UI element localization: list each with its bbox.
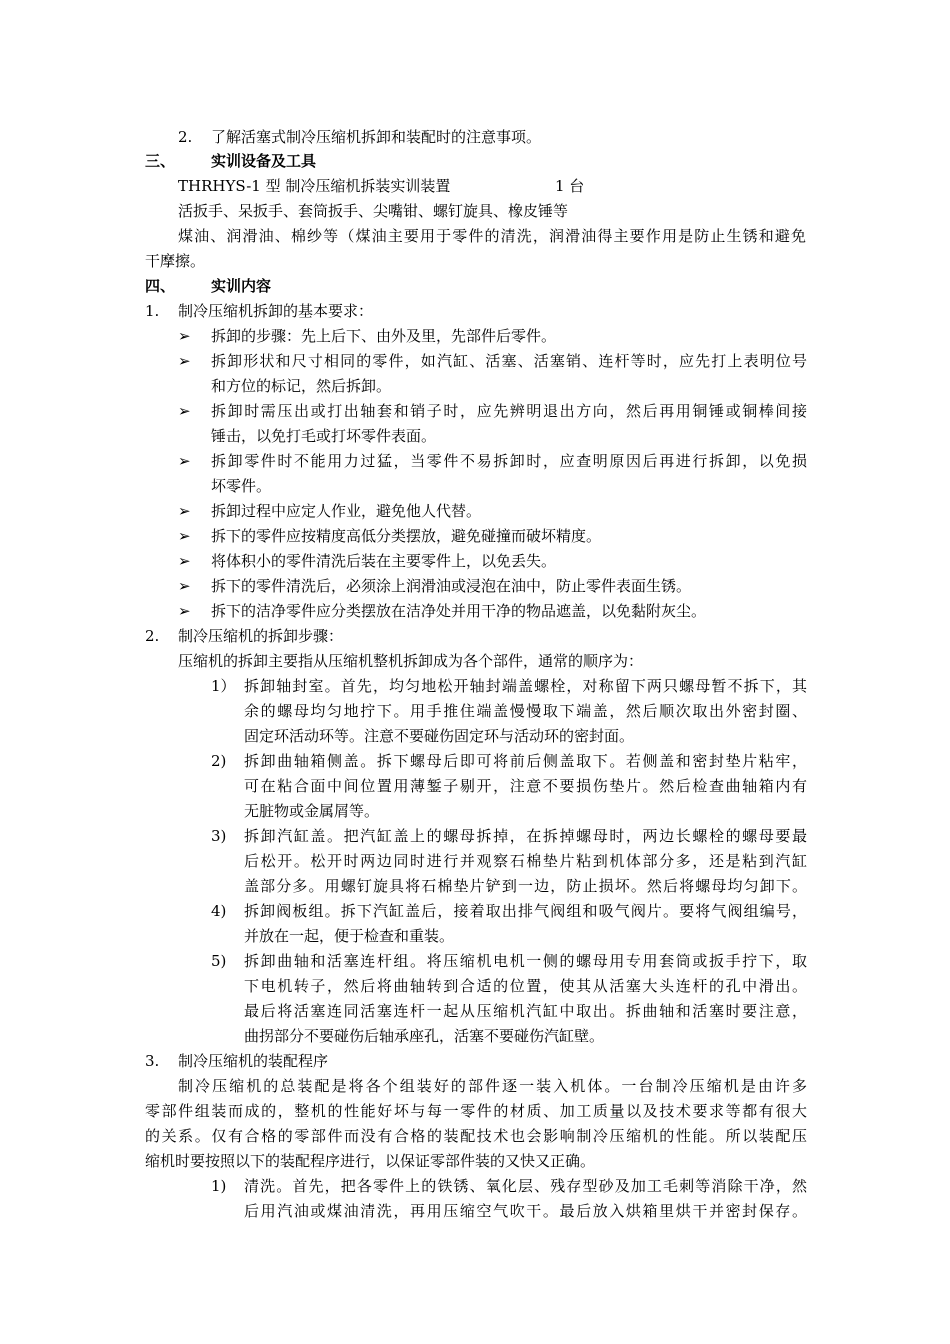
equipment-name: THRHYS-1 型 制冷压缩机拆装实训装置: [178, 177, 451, 195]
tools-list: 活扳手、呆扳手、套筒扳手、尖嘴钳、螺钉旋具、橡皮锤等: [178, 202, 569, 220]
intro-item-text: 了解活塞式制冷压缩机拆卸和装配时的注意事项。: [211, 128, 542, 146]
step-text: 曲拐部分不要碰伤后轴承座孔，活塞不要碰伤汽缸壁。: [244, 1027, 605, 1045]
step-text: 无脏物或金属屑等。: [244, 802, 380, 820]
step-text: 固定环活动环等。注意不要碰伤固定环与活动环的密封面。: [244, 727, 635, 745]
paragraph-line: 零部件组装而成的，整机的性能好坏与每一零件的材质、加工质量以及技术要求等都有很大: [145, 1102, 807, 1120]
step-text: 拆卸曲轴箱侧盖。拆下螺母后即可将前后侧盖取下。若侧盖和密封垫片粘牢，: [244, 752, 807, 770]
bullet-text: 拆卸形状和尺寸相同的零件，如汽缸、活塞、活塞销、连杆等时，应先打上表明位号: [211, 352, 807, 370]
step-text: 可在粘合面中间位置用薄錾子剔开，注意不要损伤垫片。然后检查曲轴箱内有: [244, 777, 807, 795]
step-text: 后松开。松开时两边同时进行并观察石棉垫片粘到机体部分多，还是粘到汽缸: [244, 852, 807, 870]
bullet-text: 锤击，以免打毛或打坏零件表面。: [211, 427, 437, 445]
intro-item-number: 2.: [178, 128, 193, 146]
bullet-text: 拆下的零件应按精度高低分类摆放，避免碰撞而破坏精度。: [211, 527, 602, 545]
equipment-quantity: 1 台: [555, 177, 585, 195]
step-number: 3): [211, 827, 227, 845]
bullet-text: 拆卸过程中应定人作业，避免他人代替。: [211, 502, 482, 520]
materials-line-2: 干摩擦。: [145, 252, 206, 270]
bullet-arrow-icon: ➢: [178, 502, 191, 520]
bullet-text: 拆卸零件时不能用力过猛，当零件不易拆卸时，应查明原因后再进行拆卸，以免损: [211, 452, 807, 470]
step-text: 盖部分多。用螺钉旋具将石棉垫片铲到一边，防止损坏。然后将螺母均匀卸下。: [244, 877, 807, 895]
bullet-arrow-icon: ➢: [178, 527, 191, 545]
bullet-text: 拆下的洁净零件应分类摆放在洁净处并用干净的物品遮盖，以免黏附灰尘。: [211, 602, 707, 620]
step-number: 4): [211, 902, 227, 920]
paragraph-line: 缩机时要按照以下的装配程序进行，以保证零部件装的又快又正确。: [145, 1152, 596, 1170]
bullet-arrow-icon: ➢: [178, 327, 191, 345]
step-text: 后用汽油或煤油清洗，再用压缩空气吹干。最后放入烘箱里烘干并密封保存。: [244, 1202, 807, 1220]
step-number: 2): [211, 752, 227, 770]
paragraph-line: 的关系。仅有合格的零部件而没有合格的装配技术也会影响制冷压缩机的性能。所以装配压: [145, 1127, 807, 1145]
step-text: 清洗。首先，把各零件上的铁锈、氧化层、残存型砂及加工毛刺等消除干净，然: [244, 1177, 807, 1195]
step-text: 并放在一起，便于检查和重装。: [244, 927, 455, 945]
step-text: 拆卸曲轴和活塞连杆组。将压缩机电机一侧的螺母用专用套筒或扳手拧下，取: [244, 952, 807, 970]
paragraph-line: 制冷压缩机的总装配是将各个组装好的部件逐一装入机体。一台制冷压缩机是由许多: [178, 1077, 807, 1095]
bullet-arrow-icon: ➢: [178, 352, 191, 370]
step-number: 1): [211, 1177, 227, 1195]
bullet-text: 将体积小的零件清洗后装在主要零件上，以免丢失。: [211, 552, 557, 570]
step-text: 拆卸阀板组。拆下汽缸盖后，接着取出排气阀组和吸气阀片。要将气阀组编号，: [244, 902, 807, 920]
bullet-arrow-icon: ➢: [178, 552, 191, 570]
step-number: 1）: [211, 677, 236, 695]
item-2-intro: 压缩机的拆卸主要指从压缩机整机拆卸成为各个部件，通常的顺序为：: [178, 652, 644, 670]
step-text: 下电机转子，然后将曲轴转到合适的位置，使其从活塞大头连杆的孔中滑出。: [244, 977, 807, 995]
step-text: 余的螺母均匀地拧下。用手推住端盖慢慢取下端盖，然后顺次取出外密封圈、: [244, 702, 807, 720]
bullet-text: 拆下的零件清洗后，必须涂上润滑油或浸泡在油中，防止零件表面生锈。: [211, 577, 692, 595]
step-text: 拆卸轴封室。首先，均匀地松开轴封端盖螺栓，对称留下两只螺母暂不拆下，其: [244, 677, 807, 695]
materials-line-1: 煤油、润滑油、棉纱等（煤油主要用于零件的清洗，润滑油得主要作用是防止生锈和避免: [178, 227, 806, 245]
bullet-arrow-icon: ➢: [178, 602, 191, 620]
step-text: 最后将活塞连同活塞连杆一起从压缩机汽缸中取出。拆曲轴和活塞时要注意，: [244, 1002, 807, 1020]
bullet-text: 拆卸时需压出或打出轴套和销子时，应先辨明退出方向，然后再用铜锤或铜棒间接: [211, 402, 807, 420]
bullet-arrow-icon: ➢: [178, 402, 191, 420]
bullet-text: 坏零件。: [211, 477, 272, 495]
item-1-number: 1.: [145, 302, 160, 320]
item-2-title: 制冷压缩机的拆卸步骤：: [178, 627, 344, 645]
section-4-title: 实训内容: [211, 277, 272, 295]
item-3-title: 制冷压缩机的装配程序: [178, 1052, 329, 1070]
step-text: 拆卸汽缸盖。把汽缸盖上的螺母拆掉，在拆掉螺母时，两边长螺栓的螺母要最: [244, 827, 807, 845]
step-number: 5): [211, 952, 227, 970]
bullet-text: 和方位的标记，然后拆卸。: [211, 377, 392, 395]
item-1-title: 制冷压缩机拆卸的基本要求：: [178, 302, 374, 320]
item-2-number: 2.: [145, 627, 160, 645]
section-3-title: 实训设备及工具: [211, 152, 317, 170]
item-3-number: 3.: [145, 1052, 160, 1070]
bullet-arrow-icon: ➢: [178, 577, 191, 595]
bullet-text: 拆卸的步骤：先上后下、由外及里，先部件后零件。: [211, 327, 557, 345]
section-3-number: 三、: [145, 152, 176, 170]
section-4-number: 四、: [145, 277, 176, 295]
bullet-arrow-icon: ➢: [178, 452, 191, 470]
